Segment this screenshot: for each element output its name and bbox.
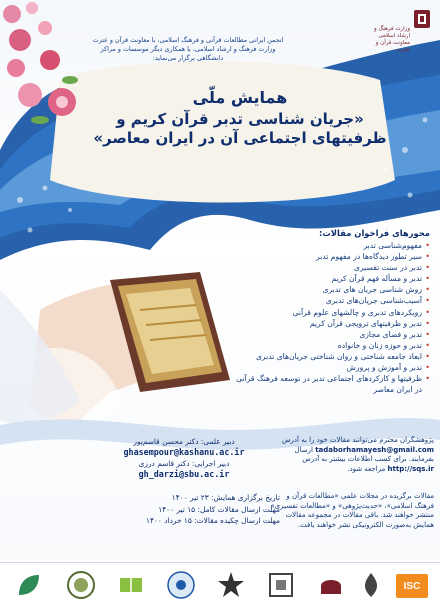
- square-emblem-icon: [266, 570, 296, 600]
- axis-item: [230, 240, 430, 251]
- axis-item-text: مفهوم‌شناسی تدبر: [363, 241, 422, 250]
- ministry-sub-text: معاونت قرآن و عترت: [375, 40, 410, 53]
- axis-item-text: تدبر در سنت تفسیری: [354, 263, 422, 273]
- full-paper-deadline: مهلت ارسال مقالات کامل: ۱۵ تیر ۱۴۰۰: [158, 504, 280, 514]
- axis-item-text: تدبر و ظرفیتهای ترویجی قرآن کریم: [309, 318, 422, 328]
- axis-item: [230, 340, 430, 351]
- selected-papers-info: مقالات برگزیده در مجلات علمی «مطالعات قرآن و فرهنگ اسلامی»، «حدیث‌پژوهی» و «مطالعات تفسیری» منتشر خواهند شد. باقی مقالات در مجموعه مقالات همایش به‌صورت الکترونیکی نشر خواهند یافت.: [270, 492, 434, 529]
- bullet-icon: •: [425, 241, 430, 250]
- bullet-icon: •: [425, 318, 430, 328]
- secretariat-block: [84, 436, 284, 480]
- sponsor-logo-8: [356, 570, 386, 600]
- ministry-name-text: وزارت فرهنگ و ارشاد اسلامی: [374, 26, 410, 39]
- isc-logo: ISC: [396, 574, 428, 598]
- sponsor-logo-1: [14, 570, 44, 600]
- scientific-secretary: دبیر علمی: دکتر محسن قاسم‌پور: [133, 437, 235, 446]
- axis-item-text: ابعاد جامعه شناختی و روان شناختی جریان‌های تدبری: [255, 351, 422, 361]
- axis-item: [230, 251, 430, 262]
- axis-item: [230, 295, 430, 306]
- axis-item: [230, 273, 430, 284]
- website-link[interactable]: http://sqs.ir: [387, 464, 434, 473]
- axis-item-text: تدبر و مسأله فهم قرآن کریم: [331, 274, 422, 284]
- axis-item-text: آسیب‌شناسی جریان‌های تدبری: [325, 296, 422, 306]
- event-date: تاریخ برگزاری همایش: ۲۳ تیر ۱۴۰۰: [171, 493, 280, 502]
- bullet-icon: •: [425, 252, 430, 262]
- title-line-2: «جریان شناسی تدبر قرآن کریم و ظرفیتهای اجتماعی آن در ایران معاصر»: [93, 110, 387, 147]
- bullet-icon: •: [425, 374, 430, 384]
- axis-item: [230, 329, 430, 340]
- star-emblem-icon: [216, 570, 246, 600]
- executive-secretary-email[interactable]: gh_darzi@sbu.ac.ir: [138, 469, 230, 479]
- flame-emblem-icon: [356, 570, 386, 600]
- circle-seal-icon: [166, 570, 196, 600]
- scientific-secretary-email[interactable]: ghasempour@kashanu.ac.ir: [123, 447, 245, 457]
- submission-text-1: پژوهشگران محترم می‌توانند مقالات خود را به آدرس: [281, 436, 434, 444]
- axis-item-text: رویکردهای تدبری و چالشهای علوم قرآنی: [292, 307, 422, 317]
- submission-text-2: ارسال بفرمایند. برای کسب اطلاعات بیشتر به آدرس: [294, 445, 434, 464]
- bullet-icon: •: [425, 274, 430, 284]
- intro-text: انجمن ایرانی مطالعات قرآنی و فرهنگ اسلامی، با معاونت قرآن و عترت وزارت فرهنگ و ارشاد اسلامی، با همکاری دیگر موسسات و مراکز دانشگاهی برگزار می‌نماید:: [92, 36, 284, 62]
- axis-item-text: روش شناسی جریان های تدبری: [322, 285, 422, 295]
- axis-item: [230, 362, 430, 373]
- university-seal-icon: [66, 570, 96, 600]
- sponsor-logo-4: [166, 570, 196, 600]
- axes-list: [230, 240, 430, 395]
- sponsor-logo-7: [316, 570, 346, 600]
- bullet-icon: •: [425, 363, 430, 373]
- bullet-icon: •: [425, 307, 430, 317]
- axis-item-text: سیر تطور دیدگاه‌ها در مفهوم تدبر: [315, 252, 422, 262]
- dome-emblem-icon: [316, 570, 346, 600]
- submission-email[interactable]: tadaborhamayesh@gmail.com: [315, 445, 434, 454]
- sponsor-logo-2: [66, 570, 96, 600]
- bullet-icon: •: [425, 263, 430, 273]
- book-emblem-icon: [116, 570, 146, 600]
- bullet-icon: •: [425, 329, 430, 339]
- sponsor-logos: [0, 566, 440, 606]
- dates-block: [80, 492, 280, 527]
- executive-secretary: دبیر اجرایی: دکتر قاسم درزی: [138, 459, 230, 468]
- axis-item-text: تدبر و حوزه زنان و خانواده: [337, 340, 422, 350]
- bullet-icon: •: [425, 285, 430, 295]
- axis-item: [230, 262, 430, 273]
- bullet-icon: •: [425, 351, 430, 361]
- submission-info: [270, 436, 434, 474]
- axes-heading: محورهای فراخوان مقالات:: [319, 228, 430, 238]
- bullet-icon: •: [425, 296, 430, 306]
- axis-item: [230, 318, 430, 329]
- axis-item: [230, 284, 430, 295]
- sponsor-logo-3: [116, 570, 146, 600]
- axis-item-text: تدبر و آموزش و پرورش: [346, 363, 422, 373]
- sponsor-logo-6: [266, 570, 296, 600]
- axis-item-text: تدبر و فضای مجازی: [359, 329, 422, 339]
- axis-item: [230, 351, 430, 362]
- submission-text-3: مراجعه شود.: [347, 464, 386, 473]
- title-line-1: همایش ملّی: [192, 88, 288, 107]
- ministry-name: [362, 26, 410, 54]
- sponsor-logo-5: [216, 570, 246, 600]
- axis-item-text: ظرفیتها و کارکردهای اجتماعی تدبر در توسعه فرهنگ قرآنی در ایران معاصر: [236, 374, 422, 395]
- axis-item: [230, 373, 430, 395]
- abstract-deadline: مهلت ارسال چکیده مقالات: ۱۵ خرداد ۱۴۰۰: [146, 516, 280, 525]
- leaf-emblem-icon: [14, 570, 44, 600]
- axis-item: [230, 307, 430, 318]
- bullet-icon: •: [425, 340, 430, 350]
